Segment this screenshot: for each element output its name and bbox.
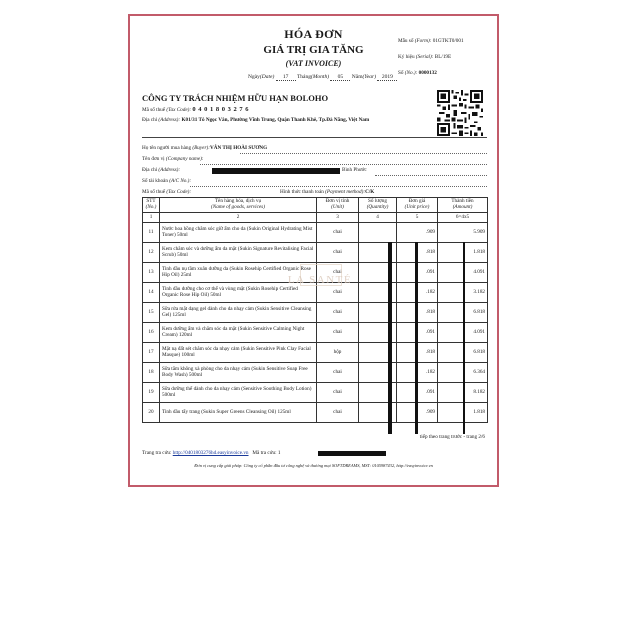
col-header-no: STT (No.) xyxy=(143,198,160,213)
index-cell: 6=4x5 xyxy=(438,212,488,222)
dotline xyxy=(190,186,487,187)
row-amount: 1.818 xyxy=(438,242,488,262)
lookup-code-label: Mã tra cứu: 1 xyxy=(252,450,281,456)
row-unit: chai xyxy=(317,262,359,282)
row-amount: 1.818 xyxy=(438,402,488,422)
buyer-tax-code: Mã số thuế (Tax Code): xyxy=(142,189,192,195)
index-cell: 5 xyxy=(397,212,438,222)
row-name: Sữa dưỡng thể dành cho da nhạy cảm (Sensitive Soothing Body Lotion) 500ml xyxy=(160,382,317,402)
row-price: .091 xyxy=(397,262,438,282)
provider-note: Đơn vị cung cấp giải pháp: Công ty cổ phần đầu tư công nghệ và thương mại SOFTDREAMS, MST: 0105987432, http://easyinvoice.vn xyxy=(194,463,433,468)
row-number: 15 xyxy=(143,302,160,322)
row-number: 14 xyxy=(143,282,160,302)
row-number: 11 xyxy=(143,222,160,242)
row-amount: 6.818 xyxy=(438,302,488,322)
buyer-company: Tên đơn vị (Company name): xyxy=(142,156,204,162)
items-table xyxy=(142,197,488,423)
row-name: Nước hoa hồng chăm sóc giữ ẩm cho da (Sukin Original Hydrating Mist Toner) 50ml xyxy=(160,222,317,242)
row-price: .909 xyxy=(397,222,438,242)
col-header-price: Đơn giá (Unit price) xyxy=(397,198,438,213)
table-header-row xyxy=(143,198,488,213)
row-price: .818 xyxy=(397,242,438,262)
row-quantity xyxy=(359,222,397,242)
row-unit: chai xyxy=(317,282,359,302)
row-unit: chai xyxy=(317,242,359,262)
row-amount: 4.091 xyxy=(438,262,488,282)
row-amount: 6.364 xyxy=(438,362,488,382)
row-number: 17 xyxy=(143,342,160,362)
divider xyxy=(142,137,487,138)
row-amount: 8.182 xyxy=(438,382,488,402)
row-number: 18 xyxy=(143,362,160,382)
table-row xyxy=(143,322,488,342)
row-number: 13 xyxy=(143,262,160,282)
row-price: .091 xyxy=(397,322,438,342)
invoice-subtitle: GIÁ TRỊ GIA TĂNG xyxy=(263,44,364,56)
col-header-quantity: Số lượng (Quantity) xyxy=(359,198,397,213)
qr-code-icon xyxy=(437,90,483,136)
date-month: 05 xyxy=(330,74,350,81)
row-name: Kem dưỡng ẩm và chăm sóc da mặt (Sukin Sensitive Calming Night Cream) 120ml xyxy=(160,322,317,342)
row-name: Sữa tắm không xà phòng cho da nhạy cảm (Sukin Sensitive Soap Free Body Wash) 500ml xyxy=(160,362,317,382)
col-header-unit: Đơn vị tính (Unit) xyxy=(317,198,359,213)
seller-tax-code: Mã số thuế (Tax Code): 0 4 0 1 8 0 3 2 7 6 xyxy=(142,106,250,113)
row-name: Mặt nạ đất sét chăm sóc da nhạy cảm (Sukin Sensitive Pink Clay Facial Masque) 100ml xyxy=(160,342,317,362)
date-day: 17 xyxy=(276,74,296,81)
row-unit: chai xyxy=(317,362,359,382)
row-price: .909 xyxy=(397,402,438,422)
seller-name: CÔNG TY TRÁCH NHIỆM HỮU HẠN BOLOHO xyxy=(142,93,329,103)
col-header-name: Tên hàng hóa, dịch vụ (Name of goods, services) xyxy=(160,198,317,213)
buyer-account: Số tài khoản (A/C No.): xyxy=(142,178,192,184)
index-cell: 4 xyxy=(359,212,397,222)
redaction-bar xyxy=(463,242,465,434)
row-name: Tinh dầu dưỡng cho cơ thể và vùng mặt (Sukin Rosehip Certified Organic Rose Hip Oil) 50ml xyxy=(160,282,317,302)
dotline xyxy=(200,164,487,165)
row-number: 20 xyxy=(143,402,160,422)
buyer-name: Họ tên người mua hàng (Buyer):VÂN THỊ HOÀI SƯƠNG xyxy=(142,145,268,151)
invoice-title: HÓA ĐƠN xyxy=(284,27,343,41)
table-row xyxy=(143,342,488,362)
row-unit: chai xyxy=(317,222,359,242)
lookup-link[interactable]: http://0401803276hd.easyinvoice.vn xyxy=(172,450,249,456)
table-row xyxy=(143,302,488,322)
form-number: Mẫu số (Form): 01GTKT0/001 xyxy=(398,38,464,44)
invoice-subtitle-en: (VAT INVOICE) xyxy=(285,59,342,68)
row-number: 19 xyxy=(143,382,160,402)
row-number: 16 xyxy=(143,322,160,342)
table-row xyxy=(143,402,488,422)
index-cell: 2 xyxy=(160,212,317,222)
row-name: Kem chăm sóc và dưỡng ẩm da mặt (Sukin Signature Revitalising Facial Scrub) 50ml xyxy=(160,242,317,262)
row-number: 12 xyxy=(143,242,160,262)
watermark-logo: LA SANTÉ xyxy=(287,274,353,286)
row-unit: chai xyxy=(317,402,359,422)
table-row xyxy=(143,362,488,382)
row-unit: hộp xyxy=(317,342,359,362)
row-price: .818 xyxy=(397,302,438,322)
redaction-bar xyxy=(388,242,392,434)
row-name: Tinh dầu tẩy trang (Sukin Super Greens Cleansing Oil) 125ml xyxy=(160,402,317,422)
row-amount: 3.182 xyxy=(438,282,488,302)
table-row xyxy=(143,382,488,402)
buyer-address: Địa chỉ (Address): xyxy=(142,167,181,173)
row-unit: chai xyxy=(317,382,359,402)
row-amount: 6.818 xyxy=(438,342,488,362)
row-price: .818 xyxy=(397,342,438,362)
redaction-bar xyxy=(212,168,340,174)
table-row xyxy=(143,222,488,242)
invoice-sheet xyxy=(128,14,499,487)
buyer-address-tail: Bình Phước xyxy=(342,167,367,173)
row-price: .182 xyxy=(397,282,438,302)
index-cell: 1 xyxy=(143,212,160,222)
dotline xyxy=(240,153,487,154)
lookup-line: Trang tra cứu: http://0401803276hd.easyinvoice.vn Mã tra cứu: 1 xyxy=(142,450,281,456)
continue-note: tiếp theo trang trước - trang 2/6 xyxy=(419,434,485,440)
row-unit: chai xyxy=(317,302,359,322)
row-price: .091 xyxy=(397,382,438,402)
row-price: .182 xyxy=(397,362,438,382)
serial-number: Ký hiệu (Serial): BL/19E xyxy=(398,54,452,60)
date-year: 2019 xyxy=(377,74,397,81)
row-name: Tinh dầu nụ tầm xuân dưỡng da (Sukin Rosehip Certified Organic Rose Hip Oil) 25ml xyxy=(160,262,317,282)
table-index-row xyxy=(143,212,488,222)
row-name: Sữa rửa mặt dạng gel dành cho da nhạy cảm (Sukin Sensitive Cleansing Gel) 125ml xyxy=(160,302,317,322)
col-header-amount: Thành tiền (Amount) xyxy=(438,198,488,213)
invoice-date: Ngày(Date) 17 Tháng(Month) 05 Năm(Year) 2019 xyxy=(248,74,397,81)
seller-address: Địa chỉ (Address): K01/31 Tô Ngọc Vân, Phường Vĩnh Trung, Quận Thanh Khê, Tp.Đà Nẵng, Việt Nam xyxy=(142,117,370,123)
redaction-bar xyxy=(415,242,418,434)
table-row xyxy=(143,242,488,262)
invoice-number: Số (No.): 0000132 xyxy=(398,70,437,76)
index-cell: 3 xyxy=(317,212,359,222)
payment-method: Hình thức thanh toán (Payment method):C/K xyxy=(280,189,375,195)
row-amount: 4.091 xyxy=(438,322,488,342)
row-amount: 5.909 xyxy=(438,222,488,242)
row-unit: chai xyxy=(317,322,359,342)
redaction-bar xyxy=(318,451,386,456)
dotline xyxy=(375,175,487,176)
